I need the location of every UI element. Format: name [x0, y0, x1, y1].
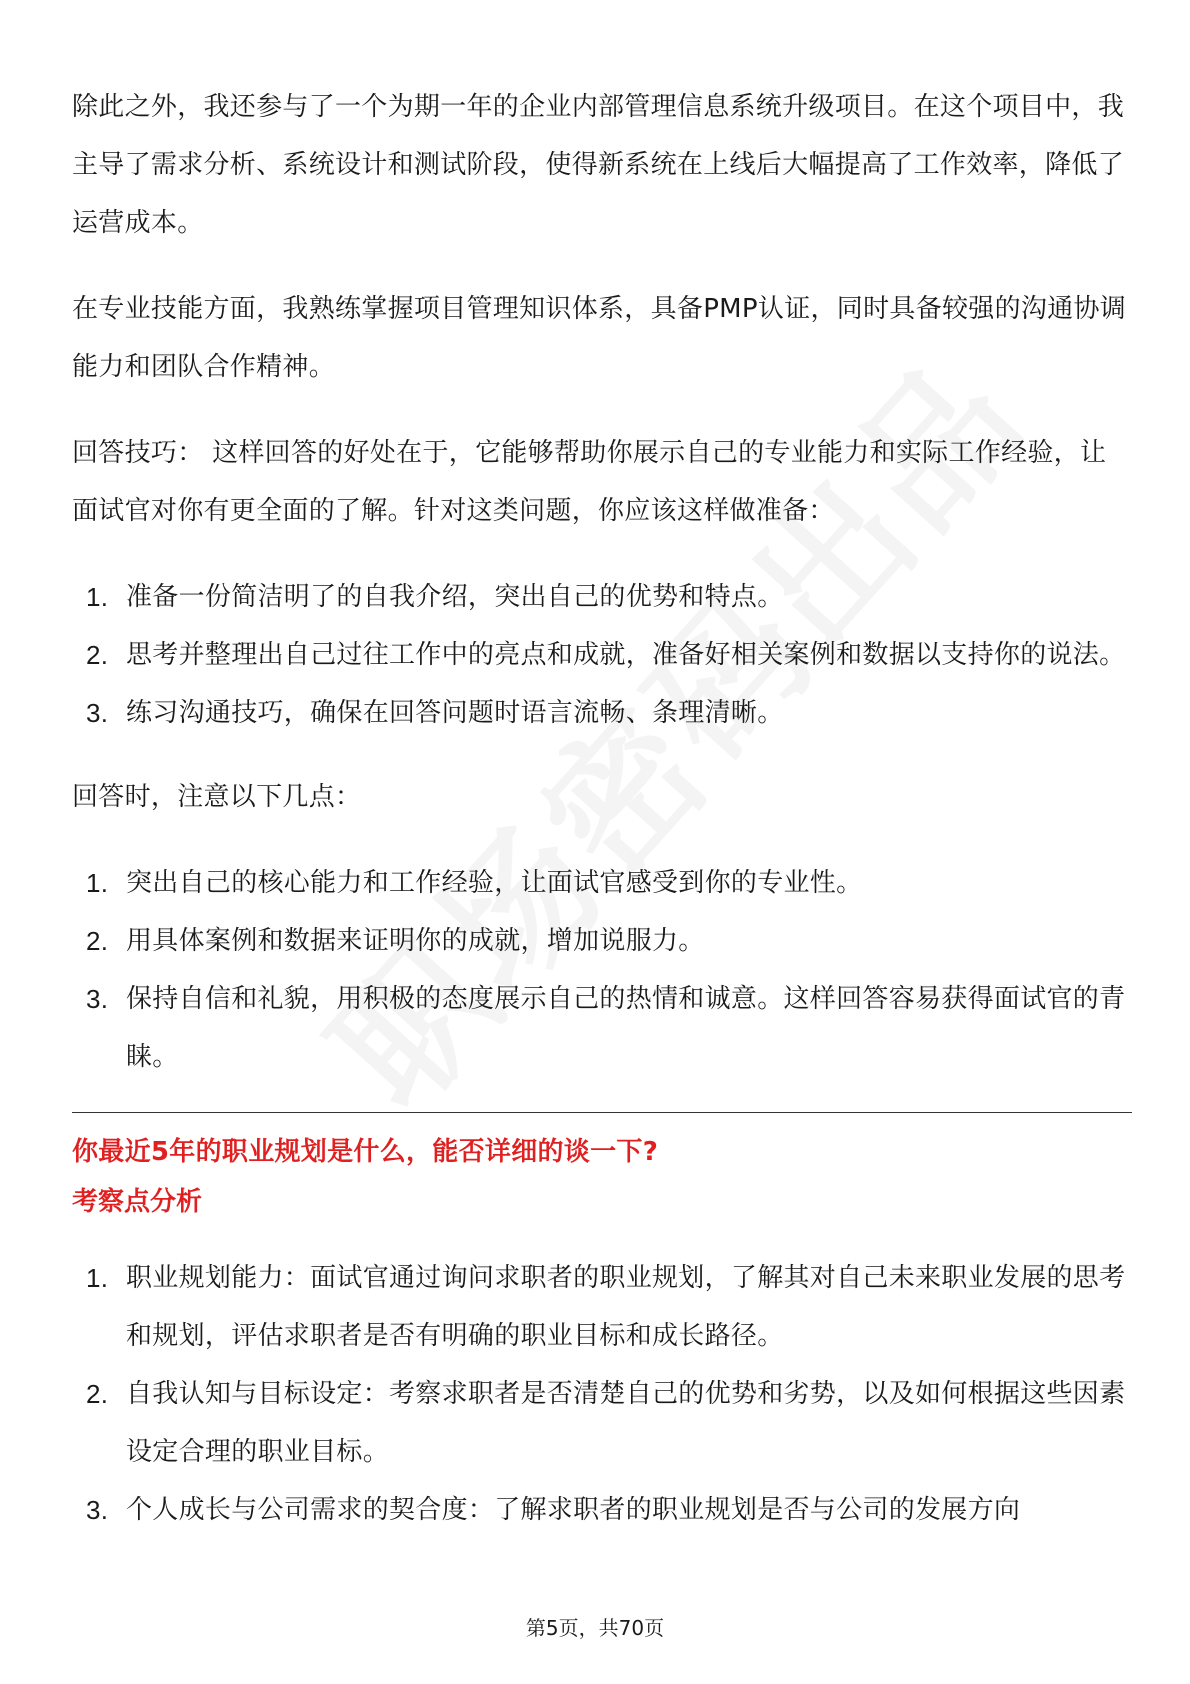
- list-number: 1.: [86, 868, 109, 898]
- notes-list: [72, 854, 1132, 1086]
- list-number: 1.: [86, 1263, 109, 1293]
- list-item: [72, 1481, 1132, 1539]
- list-text: 准备一份简洁明了的自我介绍，突出自己的优势和特点。: [126, 582, 784, 612]
- section-divider: [72, 1112, 1132, 1113]
- list-text: 个人成长与公司需求的契合度：了解求职者的职业规划是否与公司的发展方向: [126, 1495, 1021, 1525]
- list-text: 自我认知与目标设定：考察求职者是否清楚自己的优势和劣势，以及如何根据这些因素设定合理的职业目标。: [126, 1379, 1126, 1467]
- list-item: [72, 912, 1132, 970]
- list-item: [72, 1249, 1132, 1365]
- list-text: 练习沟通技巧，确保在回答问题时语言流畅、条理清晰。: [126, 698, 784, 728]
- page-footer: 第5页，共70页: [525, 1616, 665, 1640]
- list-item: [72, 1365, 1132, 1481]
- list-number: 3.: [86, 984, 109, 1014]
- paragraph-answer-tips: 回答技巧： 这样回答的好处在于，它能够帮助你展示自己的专业能力和实际工作经验，让面试官对你有更全面的了解。针对这类问题，你应该这样做准备：: [72, 438, 1107, 526]
- list-item: [72, 854, 1132, 912]
- list-number: 2.: [86, 926, 109, 956]
- list-text: 用具体案例和数据来证明你的成就，增加说服力。: [126, 926, 705, 956]
- list-text: 保持自信和礼貌，用积极的态度展示自己的热情和诚意。这样回答容易获得面试官的青睐。: [126, 984, 1126, 1072]
- question-title: 你最近5年的职业规划是什么，能否详细的谈一下?: [72, 1137, 659, 1167]
- analysis-heading: 考察点分析: [72, 1187, 203, 1217]
- list-text: 职业规划能力：面试官通过询问求职者的职业规划，了解其对自己未来职业发展的思考和规划，评估求职者是否有明确的职业目标和成长路径。: [126, 1263, 1126, 1351]
- list-item: [72, 568, 1132, 626]
- list-number: 2.: [86, 1379, 109, 1409]
- list-number: 1.: [86, 582, 109, 612]
- list-item: [72, 684, 1132, 742]
- list-text: 思考并整理出自己过往工作中的亮点和成就，准备好相关案例和数据以支持你的说法。: [126, 640, 1126, 670]
- paragraph-professional-skills: 在专业技能方面，我熟练掌握项目管理知识体系，具备PMP认证，同时具备较强的沟通协调能力和团队合作精神。: [72, 294, 1127, 382]
- list-number: 3.: [86, 698, 109, 728]
- prep-list: [72, 568, 1132, 742]
- list-item: [72, 626, 1132, 684]
- list-number: 3.: [86, 1495, 109, 1525]
- list-number: 2.: [86, 640, 109, 670]
- document-page: [72, 78, 1132, 1565]
- paragraph-notes-intro: 回答时，注意以下几点：: [72, 782, 362, 812]
- list-item: [72, 970, 1132, 1086]
- analysis-list: [72, 1249, 1132, 1539]
- paragraph-project-experience: 除此之外，我还参与了一个为期一年的企业内部管理信息系统升级项目。在这个项目中，我主导了需求分析、系统设计和测试阶段，使得新系统在上线后大幅提高了工作效率，降低了运营成本。: [72, 92, 1125, 238]
- list-text: 突出自己的核心能力和工作经验，让面试官感受到你的专业性。: [126, 868, 863, 898]
